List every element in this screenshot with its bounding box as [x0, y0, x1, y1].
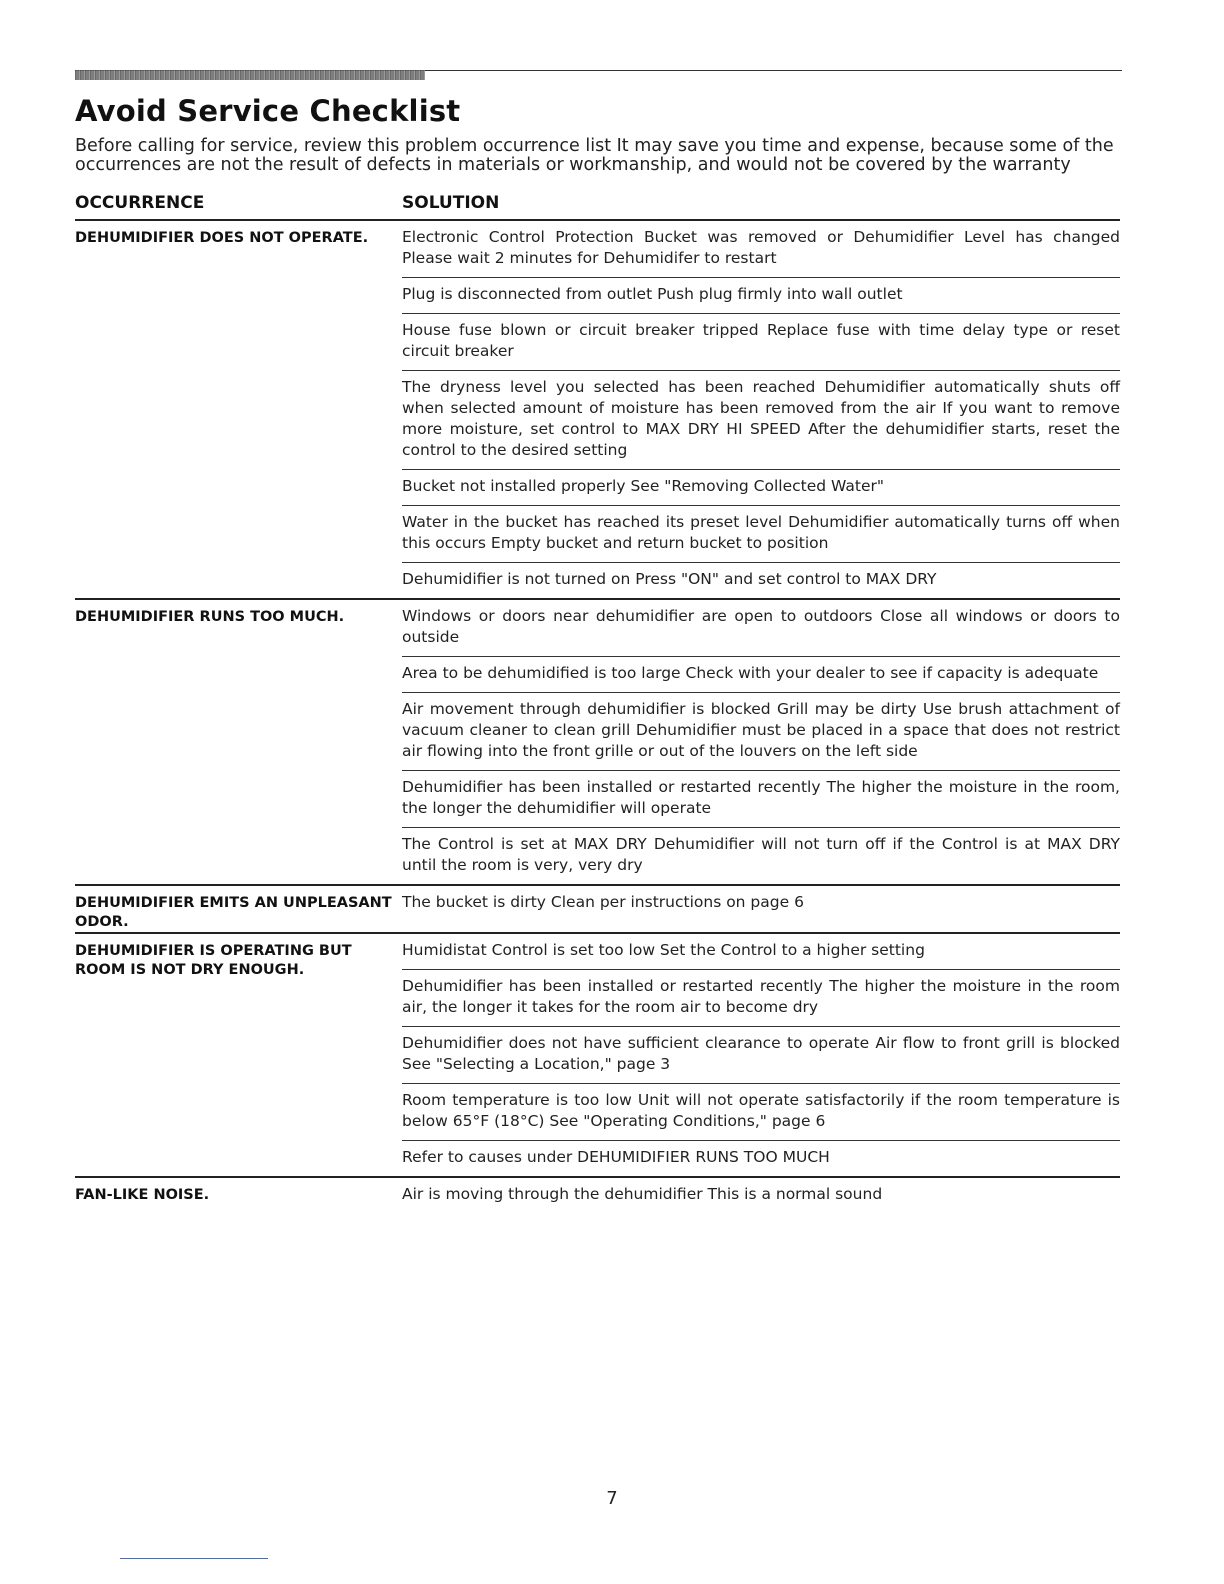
solution-item: Water in the bucket has reached its preset level Dehumidifier automatically turns off when this occurs Empty bucket and return bucket to position: [402, 505, 1120, 562]
solution-item: House fuse blown or circuit breaker tripped Replace fuse with time delay type or reset circuit breaker: [402, 313, 1120, 370]
checklist-table: [75, 219, 1120, 1213]
intro-paragraph: Before calling for service, review this problem occurrence list It may save you time and expense, because some of the occurrences are not the result of defects in materials or workmanship, and would not be covered by the warranty: [75, 136, 1114, 175]
solution-item: Refer to causes under DEHUMIDIFIER RUNS TOO MUCH: [402, 1140, 1120, 1176]
occurrence-column-header: OCCURRENCE: [75, 193, 205, 213]
occurrence-label: DEHUMIDIFIER IS OPERATING BUT ROOM IS NOT DRY ENOUGH.: [75, 943, 352, 978]
checklist-group: [75, 884, 1120, 932]
occurrence-label: DEHUMIDIFIER DOES NOT OPERATE.: [75, 230, 369, 246]
checklist-group: [75, 1176, 1120, 1213]
checklist-group: [75, 932, 1120, 1176]
header-band: [75, 70, 425, 80]
occurrence-label: DEHUMIDIFIER EMITS AN UNPLEASANT ODOR.: [75, 895, 392, 930]
solution-list: [402, 886, 1120, 932]
occurrence-label: FAN-LIKE NOISE.: [75, 1187, 210, 1203]
solution-item: Windows or doors near dehumidifier are open to outdoors Close all windows or doors to outside: [402, 607, 1120, 646]
solution-item: The bucket is dirty Clean per instructions on page 6: [402, 893, 804, 911]
solution-item: Air movement through dehumidifier is blocked Grill may be dirty Use brush attachment of vacuum cleaner to clean grill Dehumidifier must be placed in a space that does not restrict air flowing into the front grille or out of the louvers on the left side: [402, 692, 1120, 770]
solution-item: The dryness level you selected has been reached Dehumidifier automatically shuts off when selected amount of moisture has been removed from the air If you want to remove more moisture, set control to MAX DRY HI SPEED After the dehumidifier starts, reset the control to the desired setting: [402, 370, 1120, 469]
page-title: Avoid Service Checklist: [75, 94, 461, 128]
solution-item: Room temperature is too low Unit will not operate satisfactorily if the room temperature is below 65°F (18°C) See "Operating Conditions," page 6: [402, 1083, 1120, 1140]
page-number: 7: [606, 1488, 618, 1509]
checklist-group: [75, 219, 1120, 598]
solution-item: Dehumidifier has been installed or restarted recently The higher the moisture in the room air, the longer it takes for the room air to become dry: [402, 969, 1120, 1026]
solution-item: The Control is set at MAX DRY Dehumidifier will not turn off if the Control is at MAX DRY until the room is very, very dry: [402, 827, 1120, 884]
solution-list: [402, 934, 1120, 1176]
solution-column-header: SOLUTION: [402, 193, 500, 213]
solution-list: [402, 1178, 1120, 1213]
solution-item: Electronic Control Protection Bucket was removed or Dehumidifier Level has changed Please wait 2 minutes for Dehumidifer to restart: [402, 228, 1120, 267]
solution-item: Dehumidifier has been installed or restarted recently The higher the moisture in the room, the longer the dehumidifier will operate: [402, 770, 1120, 827]
solution-item: Dehumidifier does not have sufficient clearance to operate Air flow to front grill is blocked See "Selecting a Location," page 3: [402, 1026, 1120, 1083]
solution-item: Humidistat Control is set too low Set the Control to a higher setting: [402, 941, 925, 959]
solution-item: Plug is disconnected from outlet Push plug firmly into wall outlet: [402, 277, 1120, 313]
solution-list: [402, 600, 1120, 884]
solution-item: Bucket not installed properly See "Removing Collected Water": [402, 469, 1120, 505]
solution-item: Dehumidifier is not turned on Press "ON" and set control to MAX DRY: [402, 562, 1120, 598]
checklist-group: [75, 598, 1120, 884]
solution-list: [402, 221, 1120, 598]
footer-mark: [120, 1558, 268, 1559]
occurrence-label: DEHUMIDIFIER RUNS TOO MUCH.: [75, 609, 345, 625]
solution-item: Area to be dehumidified is too large Check with your dealer to see if capacity is adequate: [402, 656, 1120, 692]
solution-item: Air is moving through the dehumidifier This is a normal sound: [402, 1185, 883, 1203]
